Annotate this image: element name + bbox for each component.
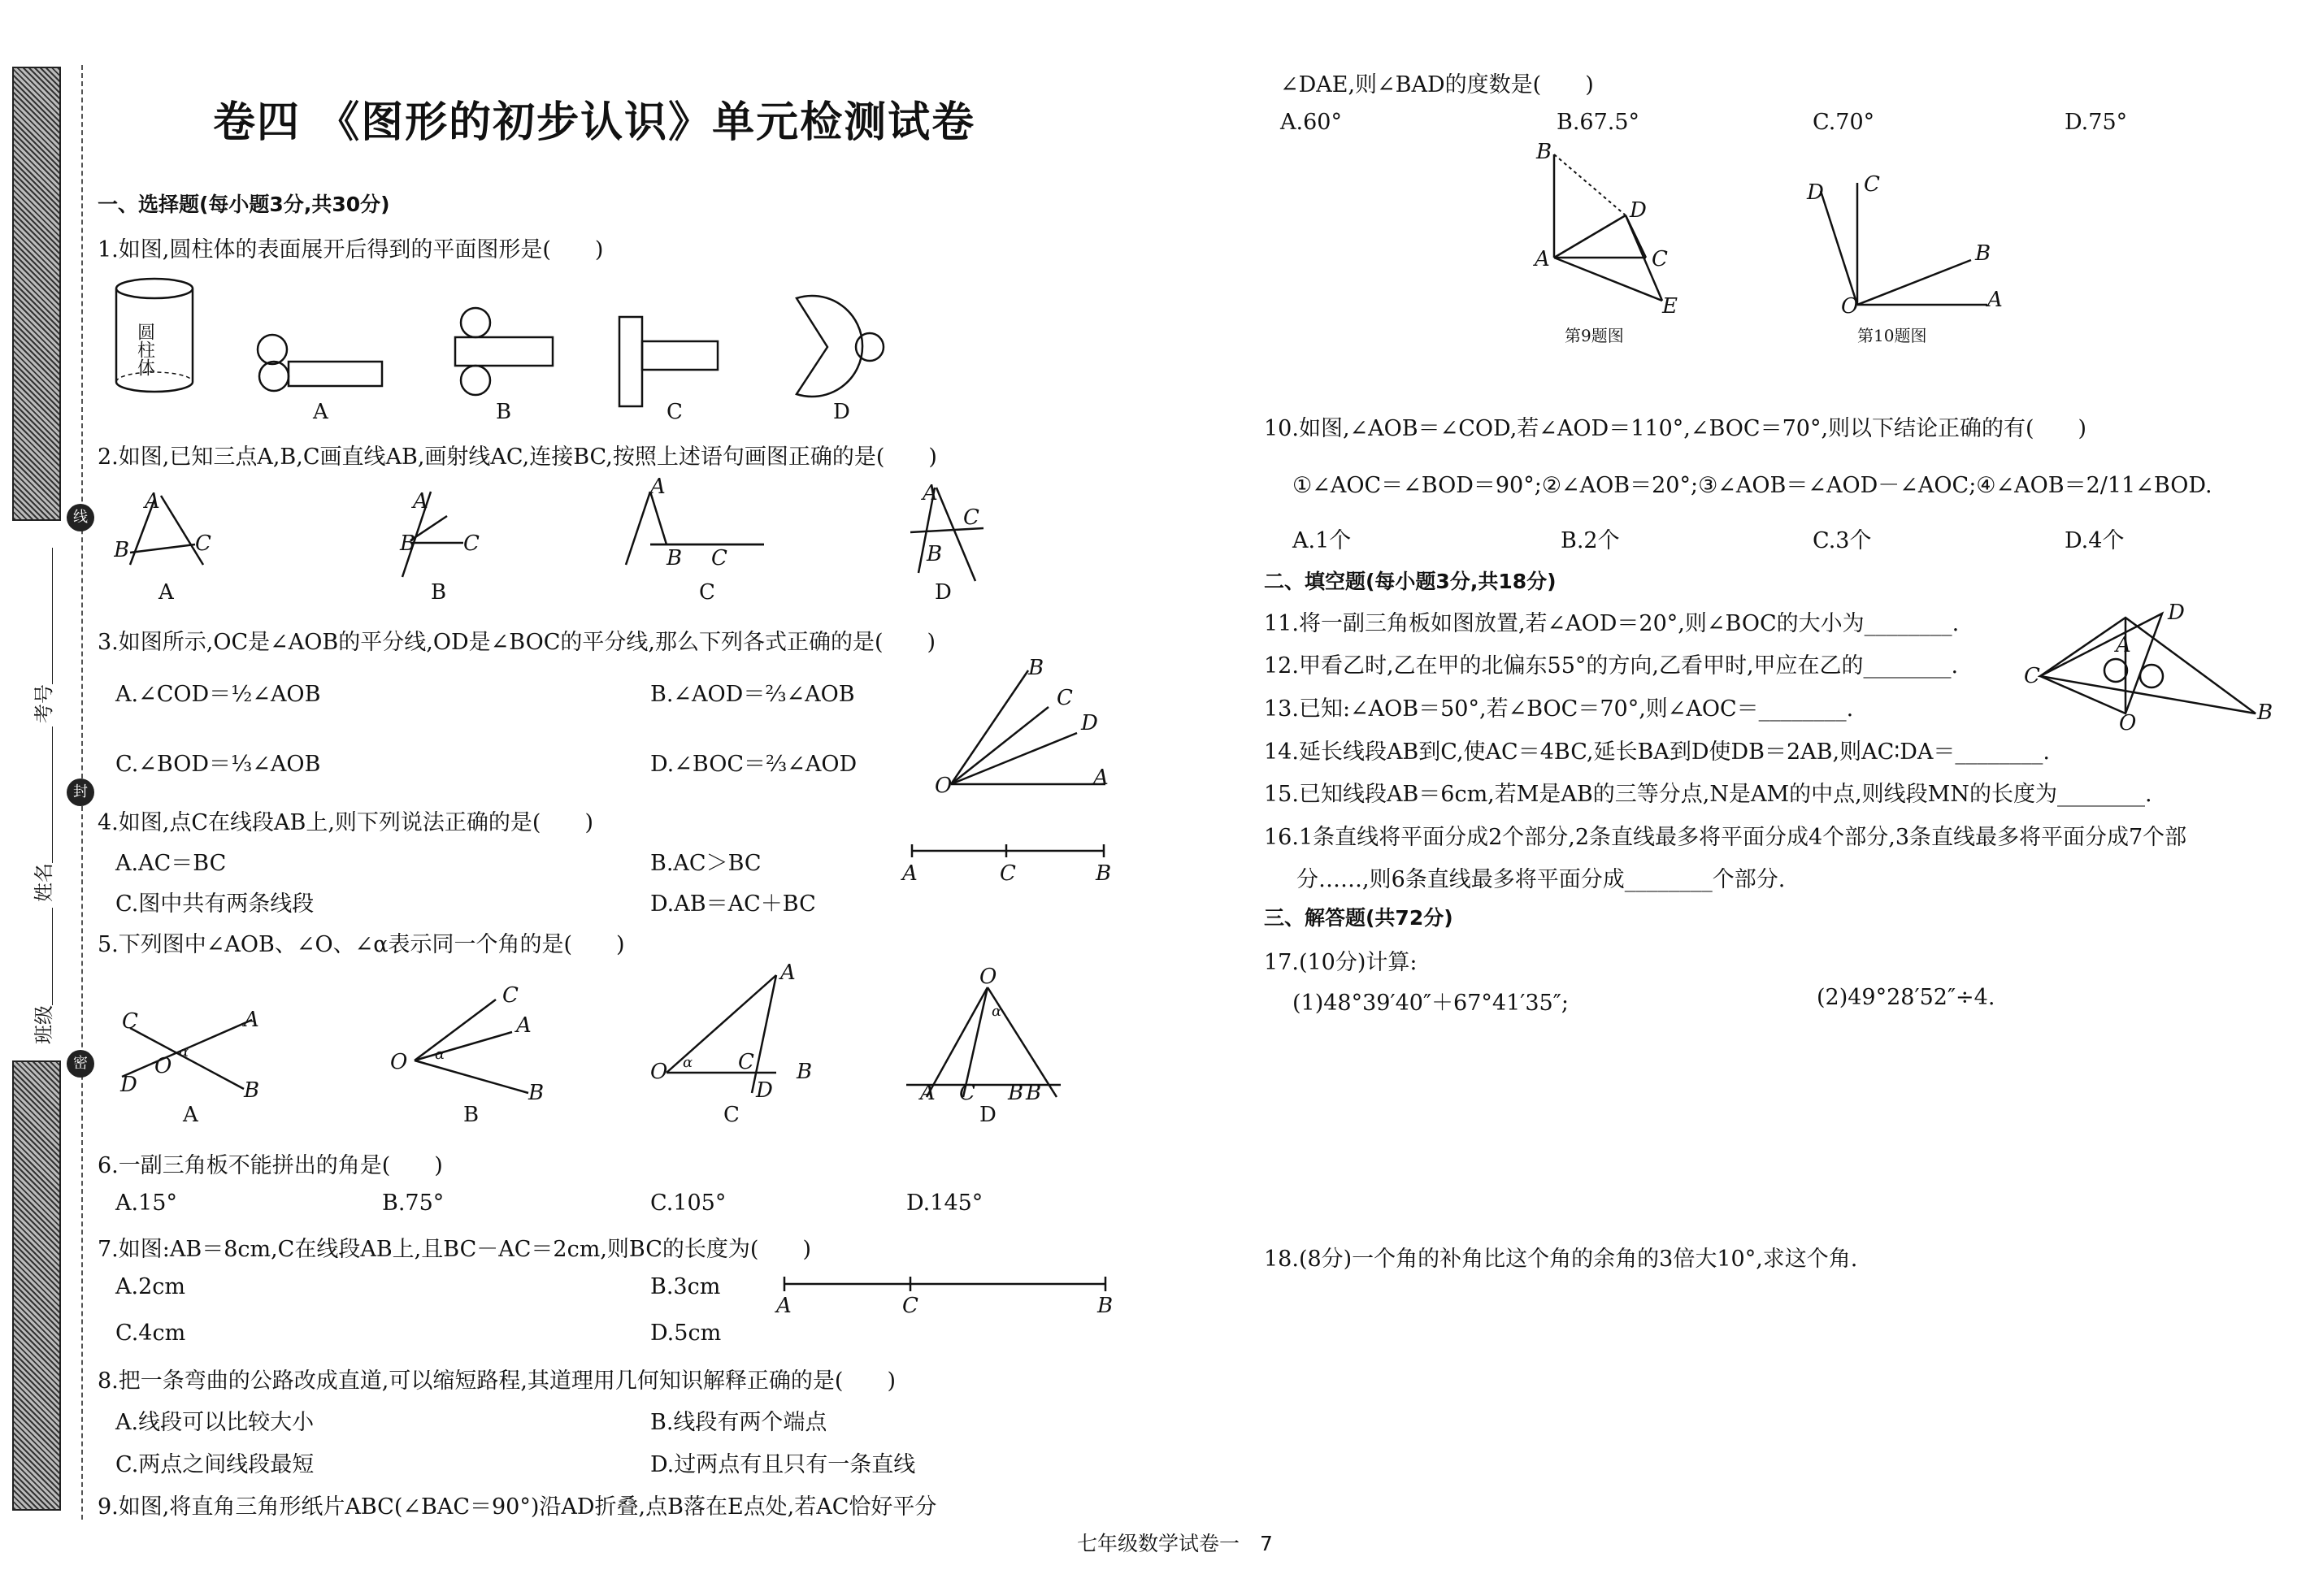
q5-opt-a: A [183,1103,198,1127]
svg-text:B: B [2257,700,2273,725]
svg-text:C: C [738,1050,754,1074]
q8-opt-d: D.过两点有且只有一条直线 [650,1452,916,1477]
q1-opt-c: C [667,400,683,424]
q10-opt-d: D.4个 [2065,528,2125,553]
svg-text:E: E [1662,294,1678,319]
svg-text:B: B [1096,861,1112,886]
svg-text:B: B [1975,241,1991,266]
q5-stem: 5.下列图中∠AOB、∠O、∠α表示同一个角的是( ) [98,932,625,957]
q5-opt-b: B [463,1103,480,1127]
q2-opt-c: C [699,580,715,605]
q10-opt-c: C.3个 [1813,528,1872,553]
q6-opt-b: B.75° [382,1190,445,1216]
q1-figures [106,272,918,427]
q16-line2: 分……,则6条直线最多将平面分成________个部分. [1296,867,1786,892]
q7-opt-b: B.3cm [650,1274,721,1299]
q5-opt-d: D [979,1103,997,1127]
q9-opt-a: A.60° [1280,110,1342,135]
svg-text:O: O [935,774,953,798]
svg-text:α: α [179,1043,189,1060]
q17-part2: (2)49°28′52″÷4. [1817,985,1995,1010]
q17-part1: (1)48°39′40″＋67°41′35″; [1292,991,1569,1016]
svg-text:C: C [2024,664,2040,688]
svg-text:O: O [979,965,997,989]
q2-opt-a: A [158,580,174,605]
q2-opt-d: D [935,580,952,605]
q3-stem: 3.如图所示,OC是∠AOB的平分线,OD是∠BOC的平分线,那么下列各式正确的是( ) [98,630,936,655]
svg-text:A: A [516,1013,532,1038]
q5-figures [114,963,1089,1134]
q1-cylinder-label: 圆柱体 [134,323,155,376]
svg-text:A: A [776,1294,792,1316]
q6-opt-d: D.145° [906,1190,983,1216]
margin-circle-feng: 封 [67,778,94,806]
q4-stem: 4.如图,点C在线段AB上,则下列说法正确的是( ) [98,810,593,835]
q14: 14.延长线段AB到C,使AC＝4BC,延长BA到D使DB＝2AB,则AC∶DA＝________. [1264,739,2051,765]
svg-text:C: C [1057,686,1073,710]
q4-figure [894,841,1122,890]
q8-opt-b: B.线段有两个端点 [650,1410,827,1435]
q11-figure [2020,601,2280,731]
q4-opt-c: C.图中共有两条线段 [115,891,315,917]
q8-opt-a: A.线段可以比较大小 [115,1410,315,1435]
svg-text:B: B [927,542,943,566]
svg-text:A: A [145,489,160,514]
svg-text:D: D [1081,711,1098,735]
svg-text:D: D [2168,601,2185,625]
svg-text:C: C [195,531,211,556]
svg-text:D: D [756,1078,773,1103]
svg-text:B: B [1008,1081,1024,1105]
q1-stem: 1.如图,圆柱体的表面展开后得到的平面图形是( ) [98,237,604,262]
svg-text:O: O [2119,711,2137,731]
q6-opt-c: C.105° [650,1190,727,1216]
section-2-heading: 二、填空题(每小题3分,共18分) [1264,570,1557,593]
q3-opt-d: D.∠BOC＝⅔∠AOD [650,752,858,777]
svg-text:C: C [711,546,727,570]
q7-opt-d: D.5cm [650,1321,722,1346]
svg-text:B: B [1097,1294,1114,1316]
svg-text:A: A [920,1081,936,1105]
svg-text:A: A [650,475,666,499]
q10-opt-a: A.1个 [1292,528,1352,553]
svg-text:B: B [797,1060,813,1084]
q12: 12.甲看乙时,乙在甲的北偏东55°的方向,乙看甲时,甲应在乙的________. [1264,653,1959,679]
q9-opt-d: D.75° [2065,110,2128,135]
q2-opt-b: B [431,580,447,605]
q3-figure [927,658,1122,800]
svg-text:α: α [992,1003,1002,1020]
svg-text:O: O [1841,294,1859,319]
section-1-heading: 一、选择题(每小题3分,共30分) [98,193,390,216]
svg-text:B: B [114,538,130,562]
svg-text:A: A [902,861,918,886]
q9-stem-cont: ∠DAE,则∠BAD的度数是( ) [1280,72,1594,98]
q4-opt-d: D.AB＝AC＋BC [650,891,816,917]
q9-stem: 9.如图,将直角三角形纸片ABC(∠BAC＝90°)沿AD折叠,点B落在E点处,若AC恰好平分 [98,1494,937,1520]
svg-text:C: C [502,983,519,1008]
page-footer: 七年级数学试卷一 7 [1077,1532,1273,1555]
q10-opt-b: B.2个 [1561,528,1620,553]
svg-text:O: O [650,1060,668,1084]
svg-text:B: B [400,531,416,556]
svg-text:B: B [528,1081,545,1105]
svg-text:B: B [1028,658,1044,680]
svg-text:O: O [390,1050,408,1074]
q18: 18.(8分)一个角的补角比这个角的余角的3倍大10°,求这个角. [1264,1247,1858,1272]
svg-text:B: B [667,546,683,570]
svg-text:O: O [154,1054,172,1078]
svg-text:A: A [923,481,938,505]
q3-opt-b: B.∠AOD＝⅔∠AOB [650,682,855,707]
q1-opt-a: A [313,400,328,424]
q7-opt-c: C.4cm [115,1321,186,1346]
q6-stem: 6.一副三角板不能拼出的角是( ) [98,1153,443,1178]
margin-circle-mi: 密 [67,1050,94,1078]
q9-opt-b: B.67.5° [1557,110,1640,135]
q10-caption: 第10题图 [1857,326,1927,345]
svg-text:C: C [1864,175,1880,197]
q15: 15.已知线段AB＝6cm,若M是AB的三等分点,N是AM的中点,则线段MN的长度为________. [1264,782,2152,807]
q8-opt-c: C.两点之间线段最短 [115,1452,315,1477]
q7-stem: 7.如图:AB＝8cm,C在线段AB上,且BC－AC＝2cm,则BC的长度为( ) [98,1237,811,1262]
svg-text:A: A [244,1008,259,1032]
svg-text:A: A [1987,288,2003,312]
q2-stem: 2.如图,已知三点A,B,C画直线AB,画射线AC,连接BC,按照上述语句画图正确的是( ) [98,445,937,470]
svg-text:B: B [244,1078,260,1103]
q3-opt-a: A.∠COD＝½∠AOB [115,682,321,707]
q7-figure [772,1272,1130,1316]
svg-text:B: B [1536,142,1552,164]
q10-figure [1792,175,2004,345]
margin-xingming: 姓名＿＿＿＿＿＿＿ [33,726,55,902]
svg-text:C: C [959,1081,975,1105]
svg-text:α: α [435,1046,445,1063]
q9-figure [1520,142,1699,345]
svg-text:A: A [1535,247,1550,271]
svg-text:A: A [780,963,796,985]
margin-kaohao: 考号＿＿＿＿＿＿＿ [33,548,55,723]
svg-text:A: A [2116,633,2131,657]
q6-opt-a: A.15° [115,1190,177,1216]
svg-text:A: A [1093,765,1109,790]
svg-text:D: D [1807,180,1824,205]
svg-text:C: C [1652,247,1668,271]
q1-opt-d: D [833,400,850,424]
svg-text:C: C [122,1009,138,1034]
margin-hatch-top [12,67,61,521]
q5-opt-c: C [723,1103,740,1127]
q8-stem: 8.把一条弯曲的公路改成直道,可以缩短路程,其道理用几何知识解释正确的是( ) [98,1368,896,1394]
svg-text:C: C [963,505,979,530]
margin-hatch-bottom [12,1060,61,1511]
q4-opt-b: B.AC＞BC [650,851,762,876]
q7-opt-a: A.2cm [115,1274,185,1299]
svg-text:B: B [1026,1081,1042,1105]
q9-caption: 第9题图 [1565,326,1624,345]
q4-opt-a: A.AC＝BC [115,851,227,876]
svg-text:α: α [683,1054,693,1071]
q2-figures [114,475,1008,605]
q13: 13.已知:∠AOB＝50°,若∠BOC＝70°,则∠AOC＝________. [1264,696,1854,722]
page-title: 卷四 《图形的初步认识》单元检测试卷 [213,98,976,147]
q10-stem: 10.如图,∠AOB＝∠COD,若∠AOD＝110°,∠BOC＝70°,则以下结论正确的有( ) [1264,416,2087,441]
svg-text:C: C [1000,861,1016,886]
q10-statements: ①∠AOC＝∠BOD＝90°;②∠AOB＝20°;③∠AOB＝∠AOD－∠AOC;④∠AOB＝2/11∠BOD. [1292,473,2212,498]
q17-stem: 17.(10分)计算: [1264,950,1418,975]
svg-text:D: D [1630,198,1647,223]
svg-text:D: D [120,1073,137,1097]
q16-line1: 16.1条直线将平面分成2个部分,2条直线最多将平面分成4个部分,3条直线最多将平面分成7个部 [1264,825,2187,850]
q3-opt-c: C.∠BOD＝⅓∠AOB [115,752,321,777]
svg-text:C: C [463,531,480,556]
svg-text:C: C [902,1294,918,1316]
q9-opt-c: C.70° [1813,110,1875,135]
q1-opt-b: B [496,400,512,424]
svg-text:A: A [413,489,428,514]
margin-circle-xian: 线 [67,504,94,531]
q11: 11.将一副三角板如图放置,若∠AOD＝20°,则∠BOC的大小为________. [1264,611,1960,636]
section-3-heading: 三、解答题(共72分) [1264,906,1453,930]
margin-banji: 班级＿＿＿＿＿ [33,908,55,1044]
